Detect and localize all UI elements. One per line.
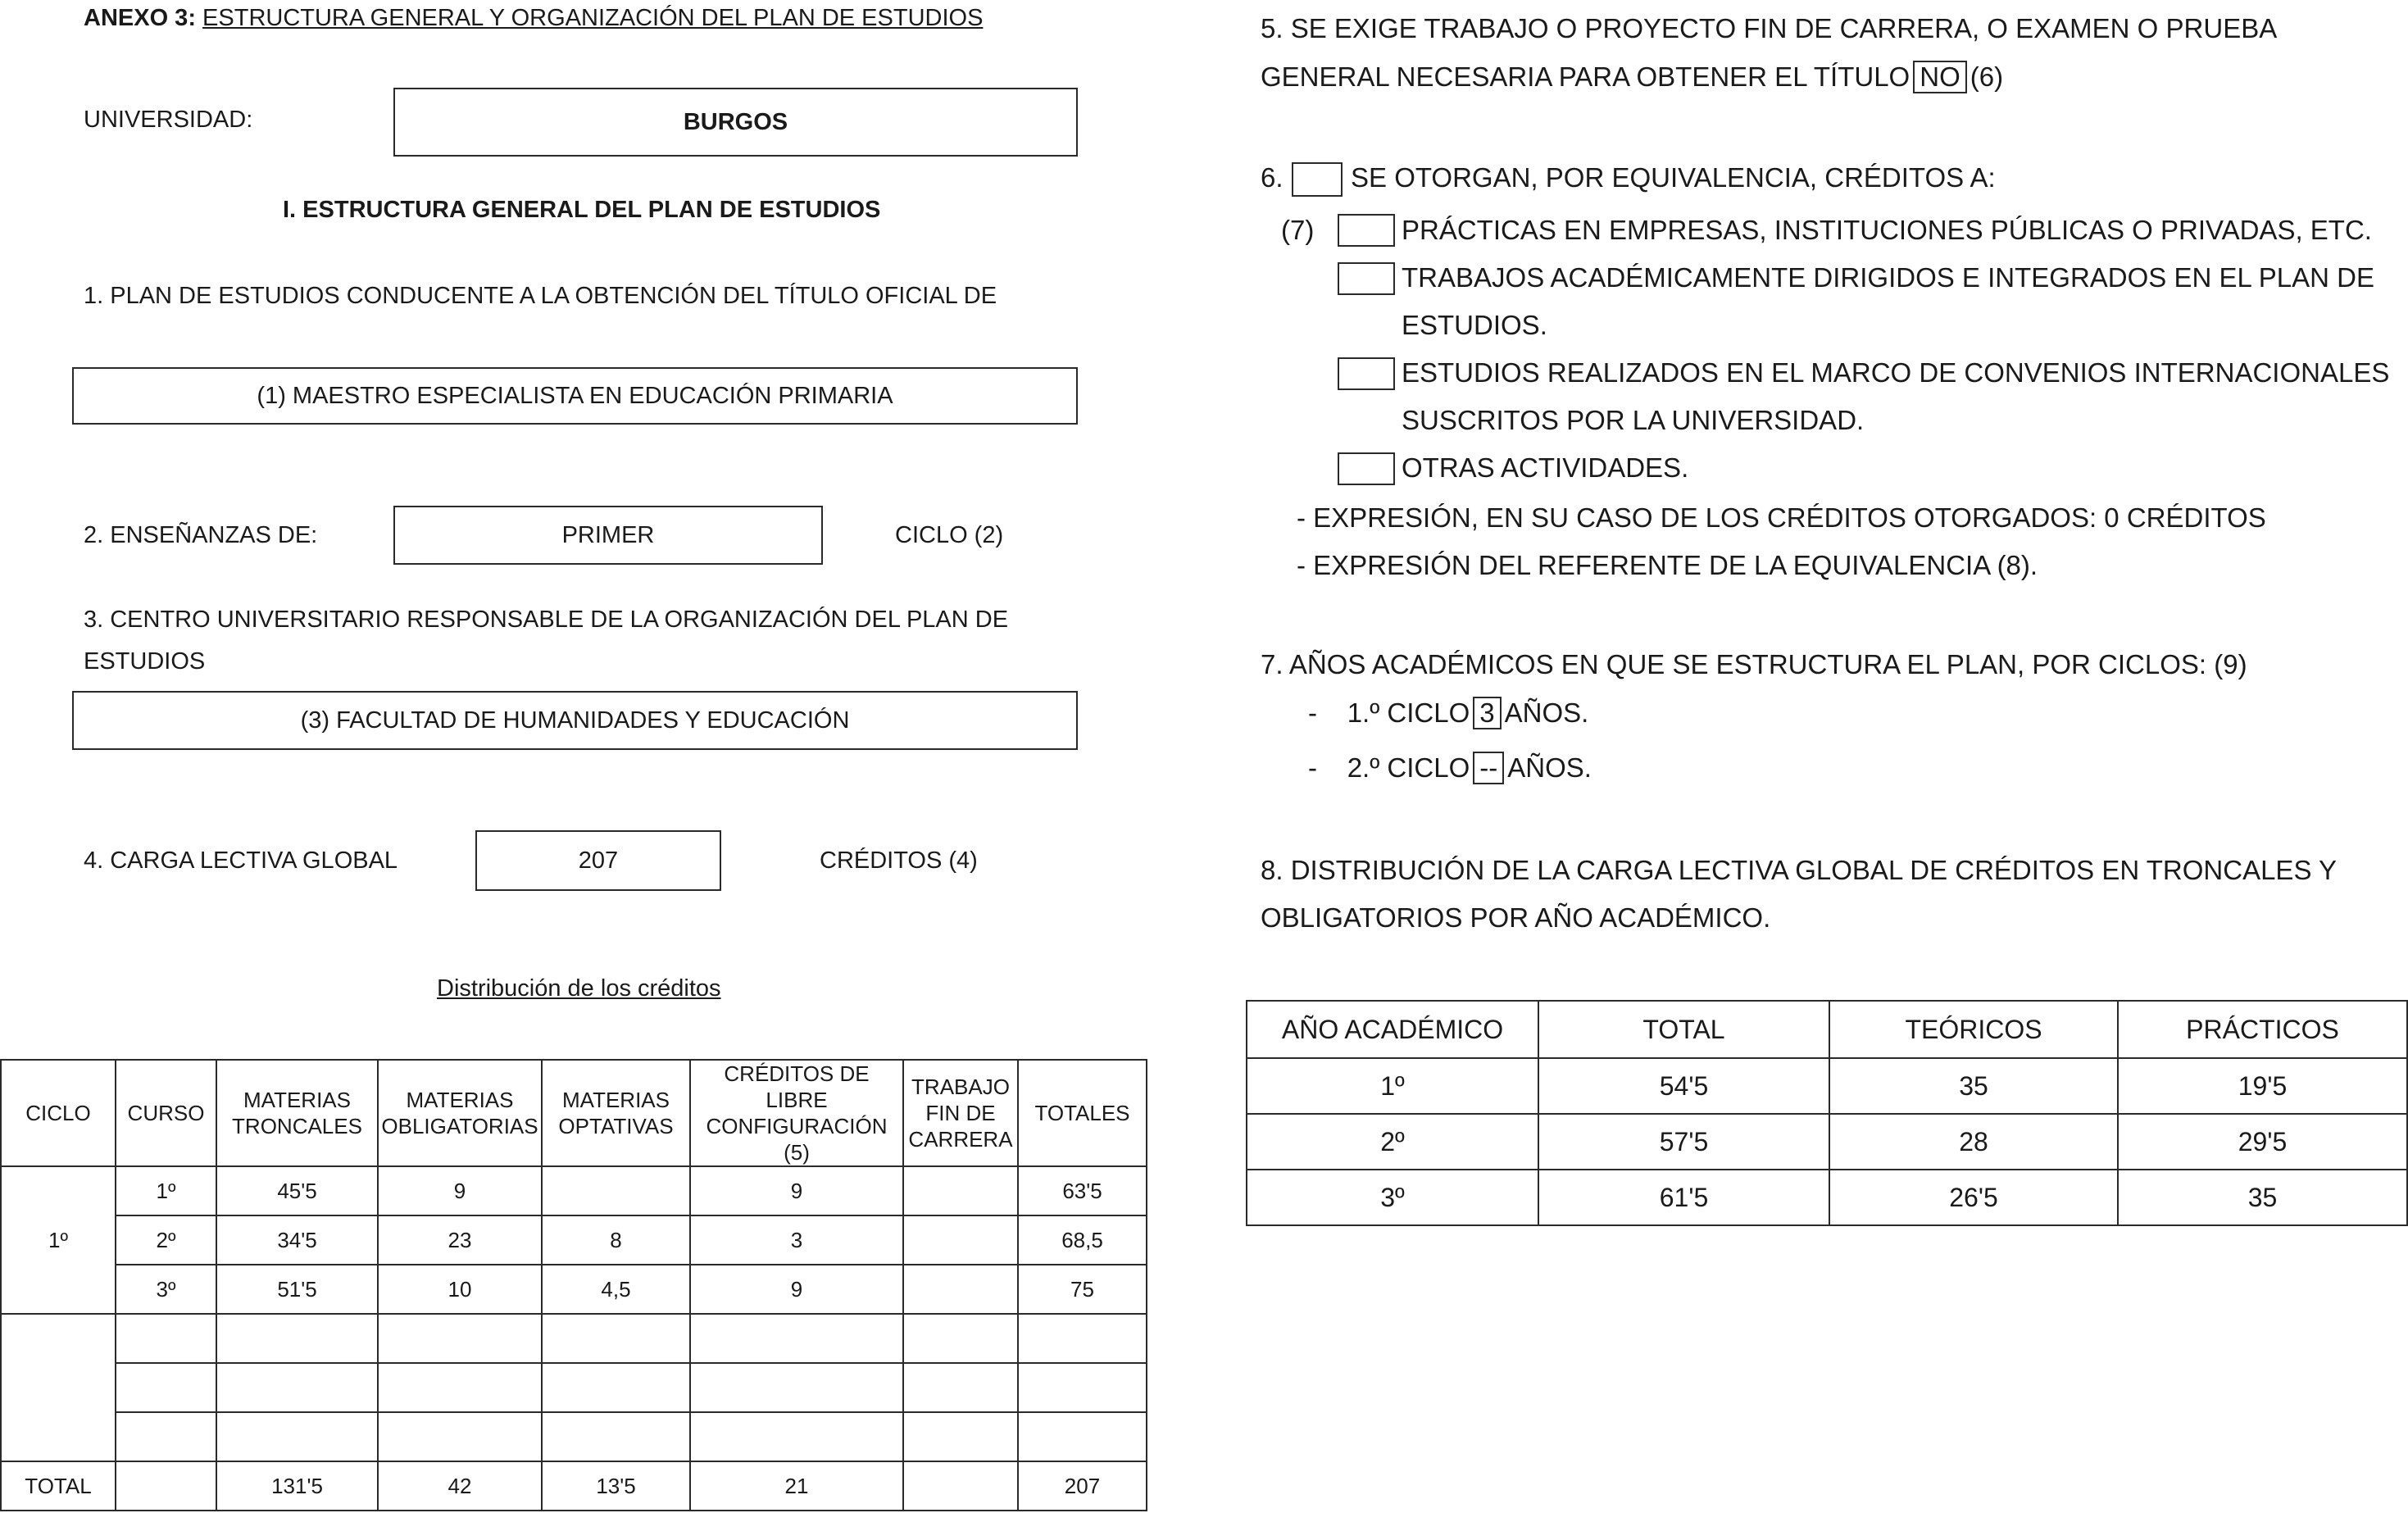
cell-troncales: 45'5 — [216, 1166, 378, 1215]
opt1-label: PRÁCTICAS EN EMPRESAS, INSTITUCIONES PÚBLICAS O PRIVADAS, ETC. — [1402, 215, 2372, 245]
total-troncales: 131'5 — [216, 1461, 378, 1511]
table-row-empty — [1, 1363, 1147, 1412]
q4-label: 4. CARGA LECTIVA GLOBAL — [84, 847, 398, 874]
cell-optativas: 8 — [542, 1215, 690, 1265]
opt2-label-line2: ESTUDIOS. — [1402, 310, 1547, 340]
total-optativas: 13'5 — [542, 1461, 690, 1511]
q7-text: 7. AÑOS ACADÉMICOS EN QUE SE ESTRUCTURA EL PLAN, POR CICLOS: (9) — [1261, 649, 2247, 679]
q6-text: SE OTORGAN, POR EQUIVALENCIA, CRÉDITOS A: — [1351, 162, 1996, 193]
q6-number: 6. — [1261, 162, 1284, 193]
cell-obligatorias: 9 — [378, 1166, 542, 1215]
cycle-cell: 1º — [1, 1166, 116, 1314]
header-teoricos: TEÓRICOS — [1829, 1001, 2118, 1058]
header-curso: CURSO — [116, 1060, 216, 1166]
q1-text: 1. PLAN DE ESTUDIOS CONDUCENTE A LA OBTENCIÓN DEL TÍTULO OFICIAL DE — [84, 283, 997, 309]
opt3-label-line1: ESTUDIOS REALIZADOS EN EL MARCO DE CONVENIOS INTERNACIONALES — [1402, 357, 2390, 388]
opt3-label-line2: SUSCRITOS POR LA UNIVERSIDAD. — [1402, 405, 1865, 435]
header-troncales: MATERIAS TRONCALES — [216, 1060, 378, 1166]
cell-optativas: 4,5 — [542, 1265, 690, 1314]
total-curso — [116, 1461, 216, 1511]
cell-year: 1º — [1247, 1058, 1538, 1114]
cycle1-years: 3 — [1473, 697, 1501, 729]
total-trabajo — [903, 1461, 1018, 1511]
opt3-checkbox — [1338, 357, 1395, 390]
cell-troncales: 51'5 — [216, 1265, 378, 1314]
opt1-checkbox — [1338, 214, 1395, 247]
q3-text-line2: ESTUDIOS — [84, 648, 206, 675]
cell-trabajo — [903, 1265, 1018, 1314]
header-totales: TOTALES — [1018, 1060, 1147, 1166]
header-year: AÑO ACADÉMICO — [1247, 1001, 1538, 1058]
table-row-empty — [1, 1314, 1147, 1363]
university-field: BURGOS — [393, 88, 1078, 157]
table-row — [1247, 1058, 2407, 1114]
cell-total: 54'5 — [1538, 1058, 1829, 1114]
cell-libre: 9 — [690, 1265, 903, 1314]
cell-totales: 63'5 — [1018, 1166, 1147, 1215]
total-obligatorias: 42 — [378, 1461, 542, 1511]
empty-cycle-cell — [1, 1314, 116, 1461]
cell-troncales: 34'5 — [216, 1215, 378, 1265]
cell-practicos: 29'5 — [2118, 1114, 2407, 1170]
header-ciclo: CICLO — [1, 1060, 116, 1166]
cycle1-row: - 1.º CICLO 3 AÑOS. — [1308, 697, 1589, 728]
cell-teoricos: 28 — [1829, 1114, 2118, 1170]
cell-teoricos: 35 — [1829, 1058, 2118, 1114]
cell-trabajo — [903, 1215, 1018, 1265]
header-trabajo: TRABAJO FIN DE CARRERA — [903, 1060, 1018, 1166]
q8-line2: OBLIGATORIOS POR AÑO ACADÉMICO. — [1261, 902, 1771, 933]
degree-title-field: (1) MAESTRO ESPECIALISTA EN EDUCACIÓN PRIMARIA — [72, 367, 1078, 425]
total-credits-field: 207 — [475, 830, 721, 891]
cell-curso: 2º — [116, 1215, 216, 1265]
table-header-row — [1, 1060, 1147, 1166]
cell-teoricos: 26'5 — [1829, 1170, 2118, 1225]
cycle2-row: - 2.º CICLO -- AÑOS. — [1308, 752, 1592, 783]
table-row — [1, 1215, 1147, 1265]
q4-suffix: CRÉDITOS (4) — [820, 847, 978, 874]
expr-credits: - EXPRESIÓN, EN SU CASO DE LOS CRÉDITOS OTORGADOS: 0 CRÉDITOS — [1297, 502, 2266, 533]
cell-practicos: 35 — [2118, 1170, 2407, 1225]
header-libre: CRÉDITOS DE LIBRE CONFIGURACIÓN (5) — [690, 1060, 903, 1166]
header-optativas: MATERIAS OPTATIVAS — [542, 1060, 690, 1166]
cell-libre: 3 — [690, 1215, 903, 1265]
final-project-answer: NO — [1913, 61, 1967, 93]
university-label: UNIVERSIDAD: — [84, 107, 253, 133]
section-title: I. ESTRUCTURA GENERAL DEL PLAN DE ESTUDIOS — [283, 197, 881, 223]
cell-curso: 1º — [116, 1166, 216, 1215]
table-row — [1, 1166, 1147, 1215]
cell-libre: 9 — [690, 1166, 903, 1215]
cell-obligatorias: 10 — [378, 1265, 542, 1314]
header-obligatorias: MATERIAS OBLIGATORIAS — [378, 1060, 542, 1166]
cell-totales: 75 — [1018, 1265, 1147, 1314]
credits-distribution-table — [0, 1059, 1147, 1511]
table-row — [1, 1265, 1147, 1314]
total-label: TOTAL — [1, 1461, 116, 1511]
expr-reference: - EXPRESIÓN DEL REFERENTE DE LA EQUIVALENCIA (8). — [1297, 550, 2038, 580]
year-distribution-table — [1246, 1000, 2408, 1226]
cell-optativas — [542, 1166, 690, 1215]
q3-text-line1: 3. CENTRO UNIVERSITARIO RESPONSABLE DE LA ORGANIZACIÓN DEL PLAN DE — [84, 607, 1009, 633]
q2-label: 2. ENSEÑANZAS DE: — [84, 522, 318, 548]
cell-practicos: 19'5 — [2118, 1058, 2407, 1114]
opt4-checkbox — [1338, 452, 1395, 485]
cell-totales: 68,5 — [1018, 1215, 1147, 1265]
cell-total: 57'5 — [1538, 1114, 1829, 1170]
cell-total: 61'5 — [1538, 1170, 1829, 1225]
cell-curso: 3º — [116, 1265, 216, 1314]
header-practicos: PRÁCTICOS — [2118, 1001, 2407, 1058]
q6-note: (7) — [1281, 215, 1315, 245]
q6-checkbox — [1292, 162, 1343, 197]
q2-suffix: CICLO (2) — [895, 522, 1004, 548]
cell-year: 2º — [1247, 1114, 1538, 1170]
table-row — [1247, 1170, 2407, 1225]
table-row — [1247, 1114, 2407, 1170]
total-totales: 207 — [1018, 1461, 1147, 1511]
table-row-empty — [1, 1412, 1147, 1461]
header-total: TOTAL — [1538, 1001, 1829, 1058]
cycle2-years: -- — [1473, 752, 1504, 784]
opt2-label-line1: TRABAJOS ACADÉMICAMENTE DIRIGIDOS E INTEGRADOS EN EL PLAN DE — [1402, 262, 2375, 293]
q8-line1: 8. DISTRIBUCIÓN DE LA CARGA LECTIVA GLOBAL DE CRÉDITOS EN TRONCALES Y — [1261, 855, 2338, 885]
year-table-header-row — [1247, 1001, 2407, 1058]
total-libre: 21 — [690, 1461, 903, 1511]
cell-obligatorias: 23 — [378, 1215, 542, 1265]
table-total-row — [1, 1461, 1147, 1511]
q5-line1: 5. SE EXIGE TRABAJO O PROYECTO FIN DE CARRERA, O EXAMEN O PRUEBA — [1261, 13, 2278, 43]
opt2-checkbox — [1338, 262, 1395, 295]
opt4-label: OTRAS ACTIVIDADES. — [1402, 452, 1689, 483]
annex-label: ANEXO 3: — [84, 5, 196, 31]
cell-trabajo — [903, 1166, 1018, 1215]
cell-year: 3º — [1247, 1170, 1538, 1225]
annex-title: ESTRUCTURA GENERAL Y ORGANIZACIÓN DEL PLAN DE ESTUDIOS — [202, 5, 984, 31]
q5-line2: GENERAL NECESARIA PARA OBTENER EL TÍTULO NO (6) — [1261, 61, 2004, 92]
cycle-field: PRIMER — [393, 506, 823, 565]
distribution-title: Distribución de los créditos — [437, 975, 721, 1002]
faculty-field: (3) FACULTAD DE HUMANIDADES Y EDUCACIÓN — [72, 691, 1078, 750]
annex-heading — [84, 5, 983, 32]
